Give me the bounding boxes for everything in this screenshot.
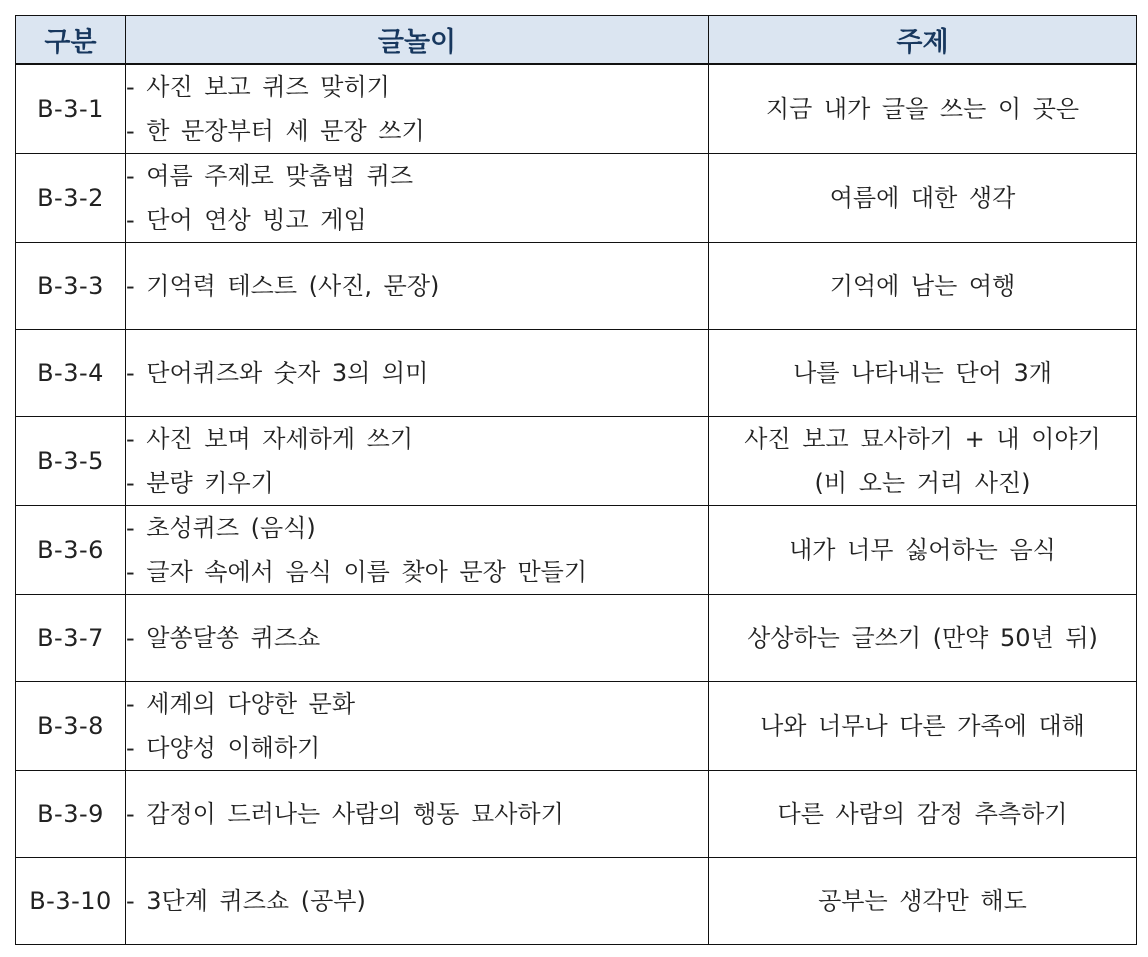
- row-topic-cell: [709, 242, 1137, 329]
- activity-line: - 한 문장부터 세 문장 쓰기: [126, 116, 425, 145]
- topic-line: 여름에 대한 생각: [829, 183, 1016, 212]
- row-code: B-3-5: [16, 416, 126, 505]
- row-code: B-3-4: [16, 329, 126, 416]
- table-row: [16, 153, 1137, 242]
- activity-line: - 분량 키우기: [126, 468, 274, 497]
- header-code: 구분: [16, 16, 126, 64]
- activity-line: - 초성퀴즈 (음식): [126, 513, 316, 542]
- topic-line: 나와 너무나 다른 가족에 대해: [760, 711, 1085, 740]
- row-activity-cell: [126, 242, 709, 329]
- row-topic-cell: [709, 64, 1137, 154]
- topic-line: 사진 보고 묘사하기 + 내 이야기: [744, 424, 1101, 453]
- row-topic-cell: [709, 505, 1137, 594]
- activity-line: - 사진 보며 자세하게 쓰기: [126, 424, 414, 453]
- topic-line: 지금 내가 글을 쓰는 이 곳은: [765, 94, 1080, 123]
- topic-line: (비 오는 거리 사진): [814, 468, 1031, 497]
- activity-line: - 사진 보고 퀴즈 맞히기: [126, 72, 390, 101]
- activity-line: - 기억력 테스트 (사진, 문장): [126, 271, 440, 300]
- row-topic-cell: [709, 770, 1137, 857]
- row-code: B-3-6: [16, 505, 126, 594]
- row-topic-cell: [709, 153, 1137, 242]
- row-code: B-3-2: [16, 153, 126, 242]
- row-topic-cell: [709, 329, 1137, 416]
- topic-line: 내가 너무 싫어하는 음식: [789, 535, 1056, 564]
- row-code: B-3-8: [16, 681, 126, 770]
- activity-line: - 여름 주제로 맞춤법 퀴즈: [126, 161, 414, 190]
- table-row: [16, 505, 1137, 594]
- topic-line: 다른 사람의 감정 추측하기: [777, 799, 1068, 828]
- activity-line: - 단어 연상 빙고 게임: [126, 205, 367, 234]
- row-code: B-3-1: [16, 64, 126, 154]
- header-row: [16, 16, 1137, 64]
- row-activity-cell: [126, 64, 709, 154]
- curriculum-table: [15, 15, 1137, 945]
- activity-line: - 3단계 퀴즈쇼 (공부): [126, 886, 366, 915]
- activity-line: - 단어퀴즈와 숫자 3의 의미: [126, 358, 429, 387]
- row-code: B-3-7: [16, 594, 126, 681]
- table-row: [16, 329, 1137, 416]
- topic-line: 상상하는 글쓰기 (만약 50년 뒤): [747, 623, 1098, 652]
- row-activity-cell: [126, 681, 709, 770]
- activity-line: - 알쏭달쏭 퀴즈쇼: [126, 623, 321, 652]
- row-code: B-3-10: [16, 857, 126, 944]
- topic-line: 기억에 남는 여행: [829, 271, 1016, 300]
- row-activity-cell: [126, 770, 709, 857]
- row-topic-cell: [709, 594, 1137, 681]
- row-topic-cell: [709, 681, 1137, 770]
- row-topic-cell: [709, 857, 1137, 944]
- table-row: [16, 681, 1137, 770]
- activity-line: - 세계의 다양한 문화: [126, 689, 356, 718]
- row-activity-cell: [126, 153, 709, 242]
- activity-line: - 글자 속에서 음식 이름 찾아 문장 만들기: [126, 557, 588, 586]
- table-row: [16, 594, 1137, 681]
- row-code: B-3-3: [16, 242, 126, 329]
- row-topic-cell: [709, 416, 1137, 505]
- table-row: [16, 857, 1137, 944]
- table-row: [16, 770, 1137, 857]
- row-activity-cell: [126, 329, 709, 416]
- header-activity: 글놀이: [126, 16, 709, 64]
- header-topic: 주제: [709, 16, 1137, 64]
- row-activity-cell: [126, 594, 709, 681]
- table-row: [16, 64, 1137, 154]
- activity-line: - 다양성 이해하기: [126, 733, 321, 762]
- row-activity-cell: [126, 505, 709, 594]
- activity-line: - 감정이 드러나는 사람의 행동 묘사하기: [126, 799, 564, 828]
- topic-line: 나를 나타내는 단어 3개: [793, 358, 1052, 387]
- row-activity-cell: [126, 857, 709, 944]
- table-header: [16, 16, 1137, 64]
- table-row: [16, 416, 1137, 505]
- topic-line: 공부는 생각만 해도: [818, 886, 1027, 915]
- table-body: [16, 64, 1137, 945]
- row-activity-cell: [126, 416, 709, 505]
- row-code: B-3-9: [16, 770, 126, 857]
- table-row: [16, 242, 1137, 329]
